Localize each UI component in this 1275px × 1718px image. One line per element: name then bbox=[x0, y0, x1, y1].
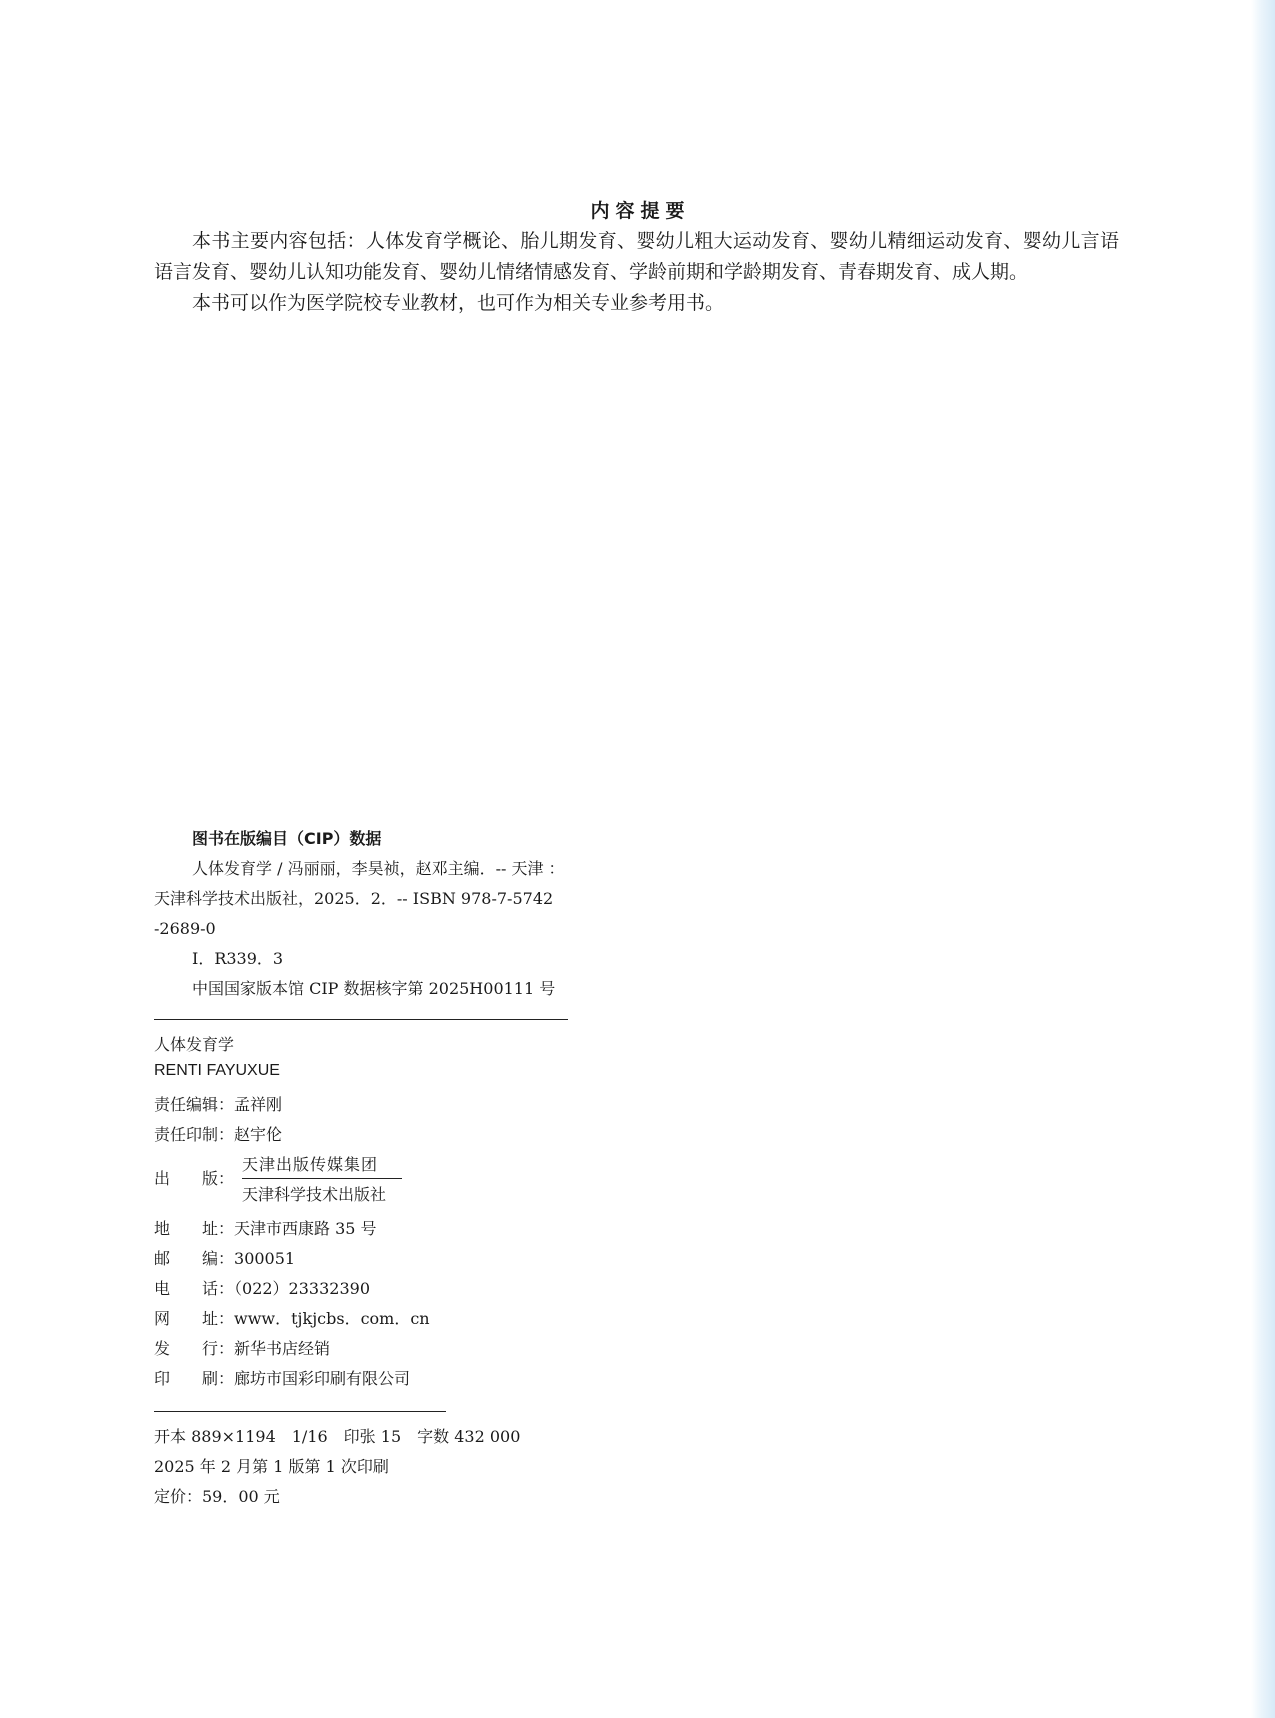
edition-info: 2025 年 2 月第 1 版第 1 次印刷 bbox=[154, 1457, 389, 1476]
publisher-group: 天津出版传媒集团 bbox=[242, 1155, 379, 1174]
printing-manager-row bbox=[154, 1122, 282, 1145]
format-specs: 开本 889×1194 1/16 印张 15 字数 432 000 bbox=[154, 1427, 521, 1446]
abstract-paragraph-contents: 本书主要内容包括：人体发育学概论、胎儿期发育、婴幼儿粗大运动发育、婴幼儿精细运动发育、婴幼儿言语语言发育、婴幼儿认知功能发育、婴幼儿情绪情感发育、学龄前期和学龄期发育、青春期发育、成人期。 bbox=[154, 230, 1119, 283]
postcode-label: 邮 编： bbox=[154, 1249, 235, 1268]
printer-row bbox=[154, 1366, 410, 1389]
book-title-pinyin: RENTI FAYUXUE bbox=[154, 1062, 280, 1079]
publisher-separator bbox=[242, 1178, 402, 1179]
cip-divider bbox=[154, 1019, 568, 1020]
address-row bbox=[154, 1216, 377, 1239]
website-label: 网 址： bbox=[154, 1309, 235, 1328]
website-value: www．tjkjcbs．com．cn bbox=[234, 1309, 430, 1328]
editor-name: 孟祥刚 bbox=[234, 1095, 283, 1114]
cip-line-isbn-end: -2689-0 bbox=[154, 919, 216, 938]
page-edge-tint bbox=[1251, 0, 1275, 1718]
abstract-body bbox=[154, 226, 1119, 319]
postcode-value: 300051 bbox=[234, 1249, 296, 1268]
info-divider bbox=[154, 1411, 446, 1412]
cip-line-classification: Ⅰ．R339．3 bbox=[192, 949, 284, 968]
abstract-paragraph-usage: 本书可以作为医学院校专业教材，也可作为相关专业参考用书。 bbox=[192, 292, 725, 314]
editor-row bbox=[154, 1092, 282, 1115]
phone-row bbox=[154, 1276, 370, 1299]
printing-manager-label: 责任印制： bbox=[154, 1125, 235, 1144]
cip-data-block bbox=[154, 824, 584, 1004]
printer-value: 廊坊市国彩印刷有限公司 bbox=[234, 1369, 411, 1388]
cip-heading: 图书在版编目（CIP）数据 bbox=[192, 829, 382, 848]
publisher-name: 天津科学技术出版社 bbox=[242, 1185, 387, 1204]
postcode-row bbox=[154, 1246, 295, 1269]
book-title-cn: 人体发育学 bbox=[154, 1035, 235, 1054]
distribution-label: 发 行： bbox=[154, 1339, 235, 1358]
specs-block bbox=[154, 1424, 574, 1524]
printer-label: 印 刷： bbox=[154, 1369, 235, 1388]
phone-value: （022）23332390 bbox=[234, 1279, 370, 1298]
distribution-value: 新华书店经销 bbox=[234, 1339, 331, 1358]
printing-manager-name: 赵宇伦 bbox=[234, 1125, 283, 1144]
cip-line-title-authors: 人体发育学 / 冯丽丽，李昊祯，赵邓主编．-- 天津 ： bbox=[192, 859, 565, 878]
cip-line-publisher-isbn: 天津科学技术出版社，2025．2．-- ISBN 978-7-5742 bbox=[154, 889, 554, 908]
publisher-label: 出 版： bbox=[154, 1169, 235, 1188]
distribution-row bbox=[154, 1336, 330, 1359]
address-label: 地 址： bbox=[154, 1219, 235, 1238]
address-value: 天津市西康路 35 号 bbox=[234, 1219, 377, 1238]
price-info: 定价：59．00 元 bbox=[154, 1487, 280, 1506]
editor-label: 责任编辑： bbox=[154, 1095, 235, 1114]
abstract-title: 内容提要 bbox=[590, 200, 691, 222]
book-info-block bbox=[154, 1032, 574, 1392]
website-row bbox=[154, 1306, 430, 1329]
cip-line-record-number: 中国国家版本馆 CIP 数据核字第 2025H00111 号 bbox=[192, 979, 556, 998]
publisher-stack bbox=[242, 1152, 402, 1202]
phone-label: 电 话： bbox=[154, 1279, 235, 1298]
